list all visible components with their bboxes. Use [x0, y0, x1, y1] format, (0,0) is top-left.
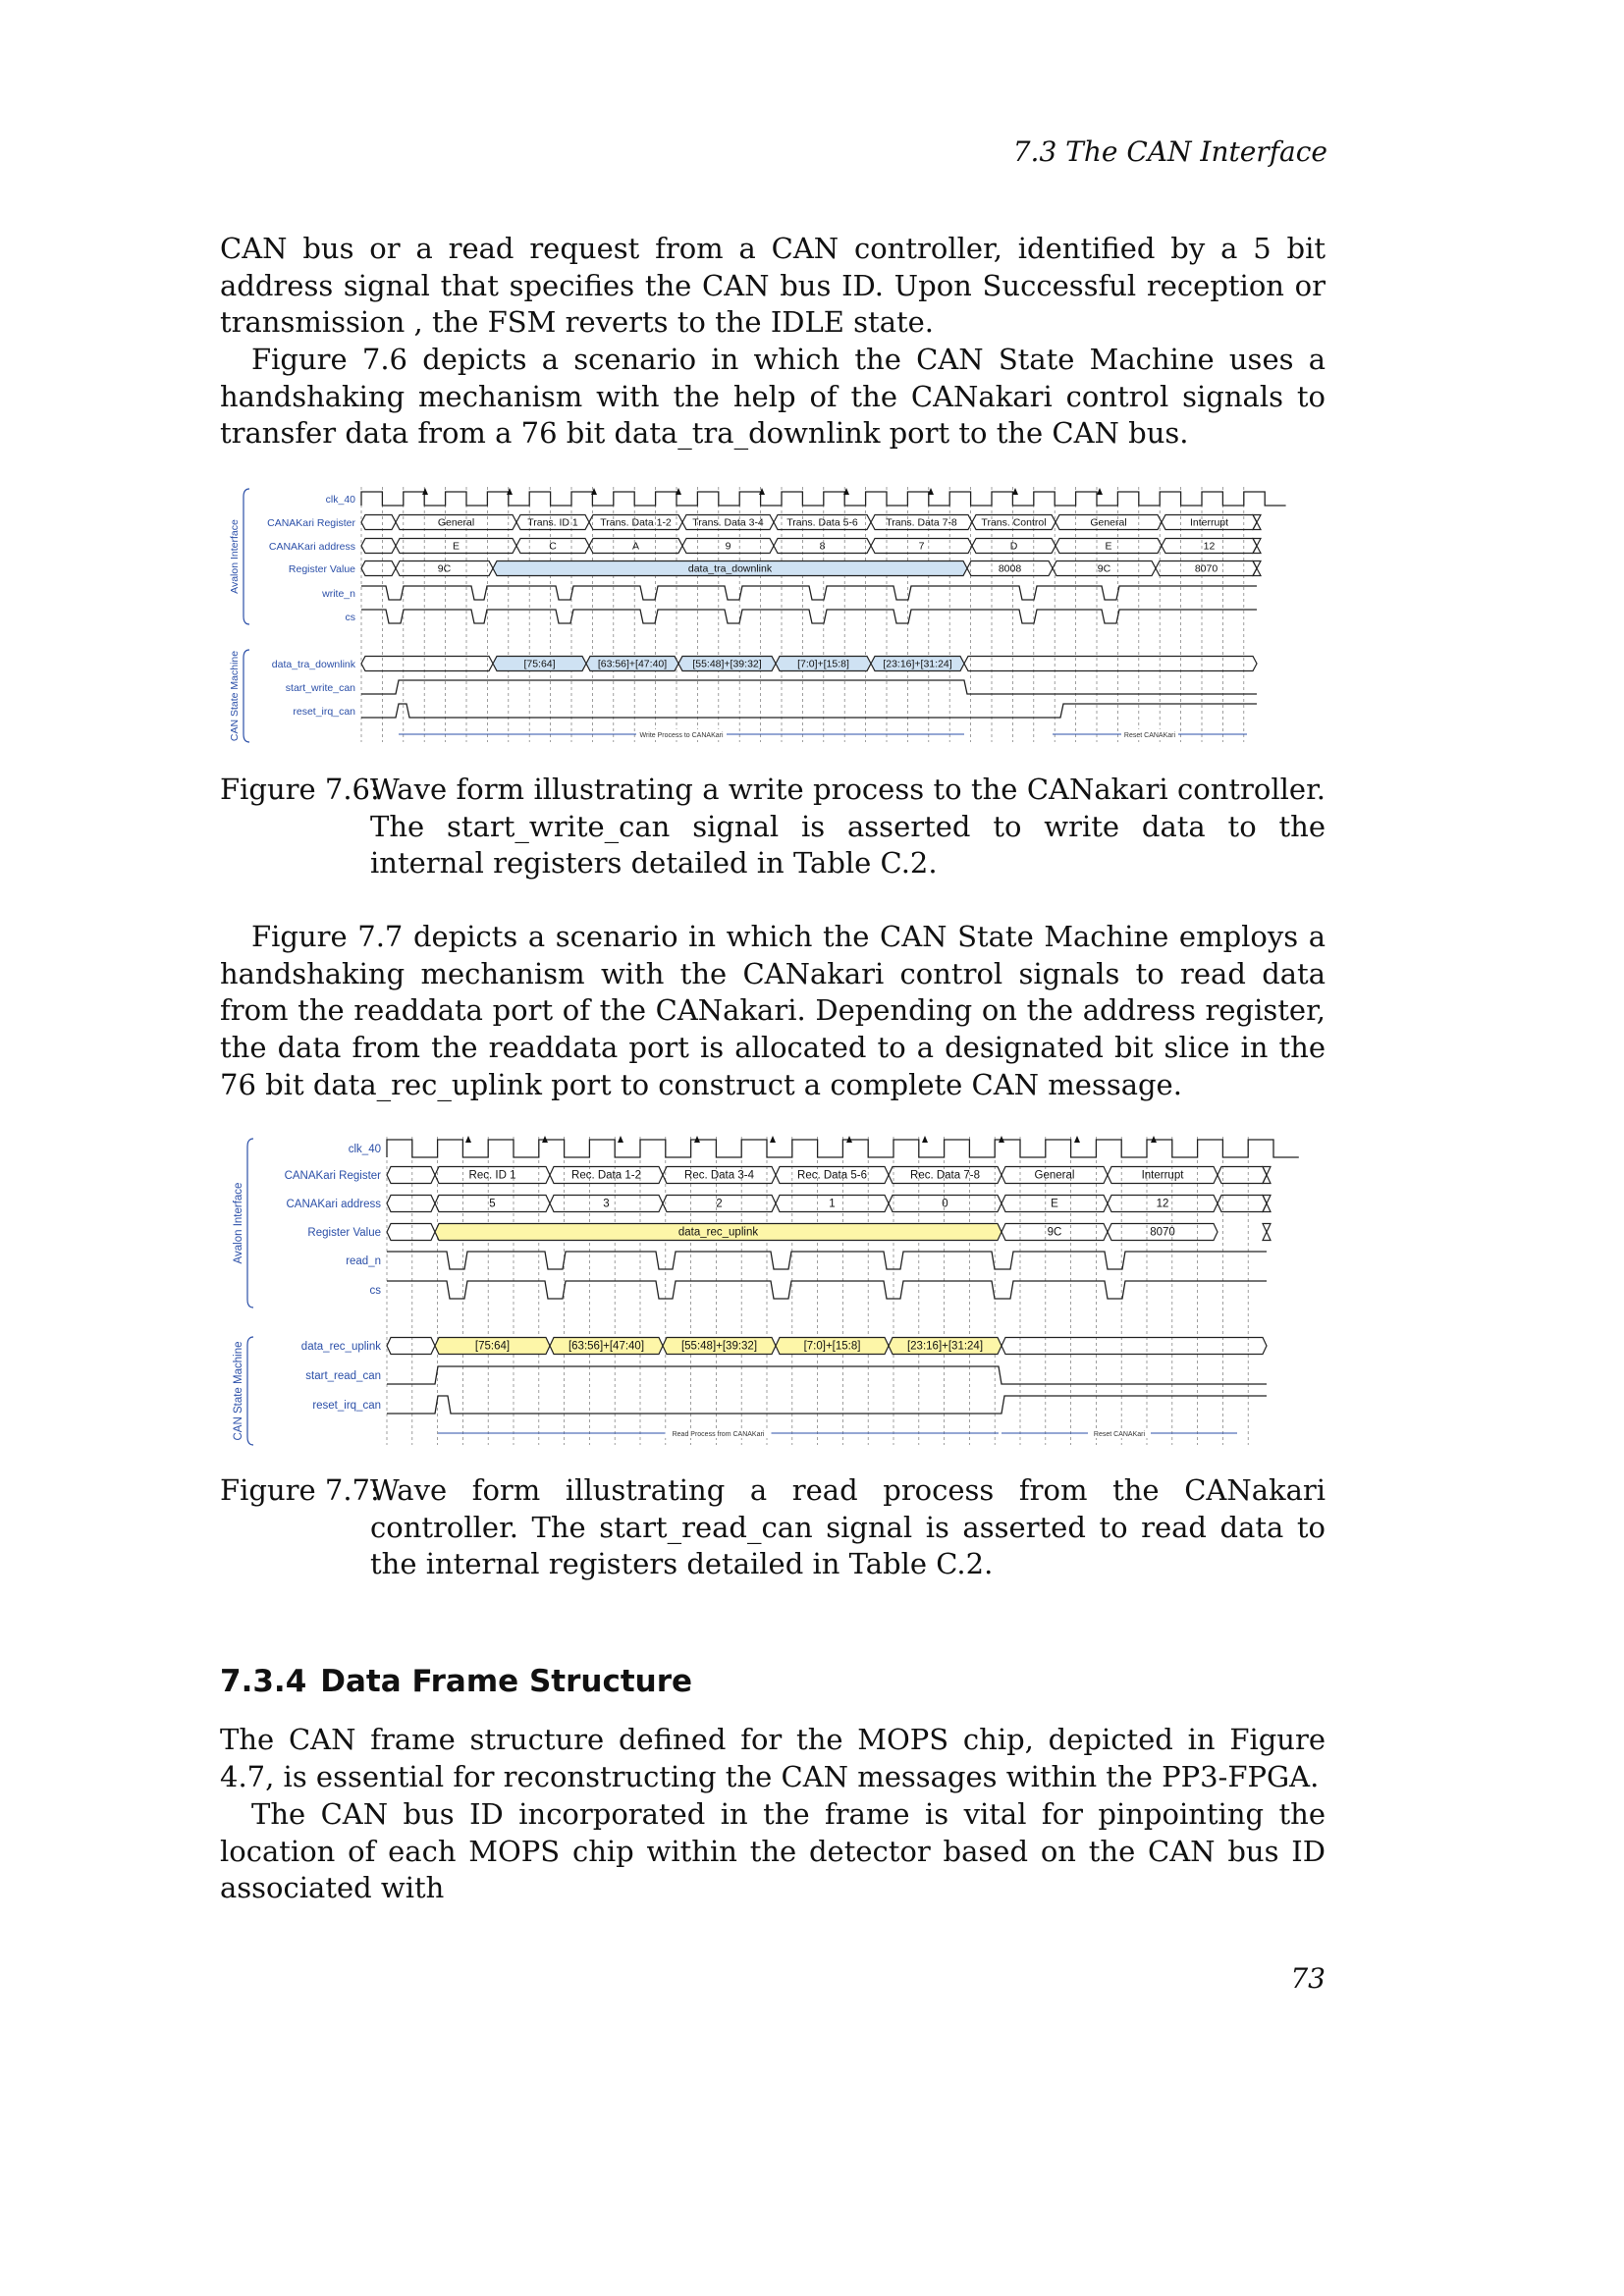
clock-waveform	[361, 492, 1286, 506]
register-name-label: Rec. Data 7-8	[910, 1169, 980, 1182]
register-name-label: Interrupt	[1141, 1169, 1184, 1182]
clock-edge-arrow	[770, 1136, 776, 1143]
figure-7-6-waveform	[216, 481, 1335, 748]
register-idle-segment	[387, 1167, 435, 1184]
running-header: 7.3 The CAN Interface	[1012, 135, 1327, 168]
address-value-label: 2	[716, 1198, 723, 1210]
rw-strobe-waveform	[387, 1252, 1267, 1269]
section-heading	[220, 1664, 706, 1699]
data-slice-label: [63:56]+[47:40]	[597, 658, 668, 670]
address-value-label: 0	[942, 1198, 948, 1210]
address-value-label: 3	[603, 1198, 610, 1210]
register-name-label: Trans. Data 3-4	[692, 516, 764, 529]
register-name-segment	[1218, 1167, 1267, 1184]
paragraph-4: The CAN frame structure defined for the MOPS chip, depicted in Figure 4.7, is essential for reconstructing the CAN messages within the PP3-FPGA.	[220, 1723, 1326, 1793]
register-name-label: General	[1090, 516, 1127, 529]
data-slice-label: [7:0]+[15:8]	[797, 658, 849, 670]
address-value-label: C	[549, 540, 557, 553]
bus-tail-segment	[1253, 561, 1261, 576]
address-value-label: 5	[489, 1198, 496, 1210]
register-value-idle-segment	[361, 561, 396, 576]
clock-edge-arrow	[922, 1136, 928, 1143]
phase-label: Reset CANAKari	[1123, 732, 1176, 739]
register-name-label: Rec. Data 1-2	[571, 1169, 641, 1182]
address-value-label: D	[1009, 540, 1018, 553]
signal-label-value: Register Value	[307, 1227, 381, 1239]
signal-label-clk: clk_40	[348, 1144, 381, 1155]
data-slice-label: [75:64]	[474, 1340, 511, 1353]
bus-tail-segment	[1263, 1224, 1271, 1241]
bus-tail-segment	[1263, 1167, 1271, 1184]
register-value-label: 8070	[1150, 1226, 1175, 1239]
register-value-label: 8070	[1194, 562, 1218, 575]
phase-label: Write Process to CANAKari	[639, 732, 724, 739]
bus-tail-segment	[1263, 1196, 1271, 1212]
register-name-label: General	[1034, 1169, 1075, 1182]
chip-select-waveform	[361, 610, 1257, 623]
bus-tail-segment	[1253, 539, 1261, 554]
data-slice-label: [63:56]+[47:40]	[568, 1340, 645, 1353]
figure-7-6-caption-label: Figure 7.6:	[220, 773, 380, 806]
paragraph-2-text: Figure 7.6 depicts a scenario in which the CAN State Machine uses a handshaking mechanism with the help of the CANakari control signals to transfer data from a 76 bit data_tra_downlink port to the CAN bus.	[220, 343, 1326, 451]
address-value-label: 9	[725, 540, 731, 553]
register-name-label: Rec. ID 1	[468, 1169, 516, 1182]
signal-label-data: data_tra_downlink	[271, 659, 355, 670]
clock-edge-arrow	[465, 1136, 471, 1143]
signal-label-value: Register Value	[288, 563, 355, 575]
signal-label-start: start_read_can	[305, 1370, 381, 1382]
signal-label-reset: reset_irq_can	[293, 706, 355, 718]
register-name-label: General	[437, 516, 475, 529]
address-value-label: 7	[918, 540, 925, 553]
figure-7-7-caption-label: Figure 7.7:	[220, 1473, 380, 1507]
figure-7-7-waveform	[216, 1131, 1335, 1450]
phase-label: Read Process from CANAKari	[672, 1431, 765, 1438]
signal-label-reset: reset_irq_can	[312, 1400, 381, 1412]
signal-label-rw: write_n	[322, 588, 355, 600]
bus-tail-segment	[1253, 515, 1261, 530]
section-number: 7.3.4	[220, 1664, 307, 1699]
start-waveform	[361, 680, 1257, 694]
page-number: 73	[1290, 1962, 1326, 1995]
data-slice-label: [55:48]+[39:32]	[680, 1340, 758, 1353]
register-value-label: 9C	[437, 562, 452, 575]
signal-label-cs: cs	[345, 612, 355, 623]
address-value-label: 1	[829, 1198, 836, 1210]
paragraph-5-text: The CAN bus ID incorporated in the frame is vital for pinpointing the location of each MOPS chip within the detector based on the CAN bus ID associated with	[220, 1797, 1326, 1905]
address-idle-segment	[387, 1196, 435, 1212]
address-value-segment	[1218, 1196, 1267, 1212]
group-bracket-fsm	[247, 1337, 253, 1445]
group-label-fsm: CAN State Machine	[229, 650, 241, 742]
register-value-idle-segment	[387, 1224, 435, 1241]
data-idle-segment	[361, 657, 493, 671]
address-idle-segment	[361, 539, 396, 554]
address-value-label: E	[1051, 1198, 1058, 1210]
register-name-label: Trans. Data 5-6	[786, 516, 858, 529]
chip-select-waveform	[387, 1281, 1267, 1299]
address-value-label: E	[452, 540, 460, 553]
data-slice-label: [75:64]	[523, 658, 556, 670]
figure-7-7-caption-text: Wave form illustrating a read process from the CANakari controller. The start_read_can signal is asserted to read data to the internal registers detailed in Table C.2.	[370, 1473, 1326, 1581]
signal-label-reg: CANAKari Register	[284, 1170, 381, 1182]
register-name-label: Rec. Data 3-4	[684, 1169, 754, 1182]
register-value-label: 8008	[998, 562, 1022, 575]
data-tail-segment	[964, 657, 1257, 671]
address-value-label: 12	[1156, 1198, 1169, 1210]
register-idle-segment	[361, 515, 396, 530]
clock-edge-arrow	[1074, 1136, 1080, 1143]
data-tail-segment	[1001, 1338, 1267, 1355]
group-label-avalon: Avalon Interface	[229, 519, 241, 594]
register-value-label: 9C	[1097, 562, 1111, 575]
clock-edge-arrow	[1097, 488, 1103, 495]
data-slice-label: [55:48]+[39:32]	[692, 658, 762, 670]
signal-label-addr: CANAKari address	[268, 541, 355, 553]
group-bracket-fsm	[244, 650, 249, 742]
start-waveform	[387, 1366, 1267, 1384]
data-slice-label: [7:0]+[15:8]	[803, 1340, 861, 1353]
register-value-label: data_tra_downlink	[687, 562, 773, 575]
section-title: Data Frame Structure	[320, 1664, 693, 1699]
register-name-label: Interrupt	[1189, 516, 1229, 529]
signal-label-rw: read_n	[346, 1255, 381, 1267]
clock-waveform	[387, 1140, 1299, 1157]
paragraph-1: CAN bus or a read request from a CAN controller, identified by a 5 bit address signal that specifies the CAN bus ID. Upon Successful reception or transmission , the FSM reverts to the IDLE state.	[220, 232, 1326, 340]
signal-label-clk: clk_40	[325, 494, 355, 506]
reset-waveform	[361, 704, 1257, 718]
paragraph-3-text: Figure 7.7 depicts a scenario in which the CAN State Machine employs a handshaking mechanism with the CANakari control signals to read data from the readdata port of the CANakari. Depending on the address register, the data from the readdata port is allocated to a designated bit slice in the 76 bit data_rec_uplink port to construct a complete CAN message.	[220, 920, 1326, 1101]
register-name-label: Trans. ID 1	[527, 516, 578, 529]
paragraph-5	[220, 1796, 1326, 1907]
phase-label: Reset CANAKari	[1093, 1431, 1146, 1438]
address-value-label: E	[1105, 540, 1112, 553]
group-bracket-avalon	[247, 1139, 253, 1308]
data-slice-label: [23:16]+[31:24]	[883, 658, 952, 670]
register-value-label: data_rec_uplink	[677, 1226, 759, 1239]
data-idle-segment	[387, 1338, 435, 1355]
rw-strobe-waveform	[361, 586, 1257, 600]
figure-7-6-caption-text: Wave form illustrating a write process to the CANakari controller. The start_write_can signal is asserted to write data to the internal registers detailed in Table C.2.	[370, 773, 1326, 881]
group-bracket-avalon	[244, 489, 249, 624]
clock-edge-arrow	[618, 1136, 623, 1143]
register-value-label: 9C	[1047, 1226, 1062, 1239]
address-value-label: 8	[819, 540, 826, 553]
signal-label-reg: CANAKari Register	[267, 517, 355, 529]
signal-label-cs: cs	[369, 1285, 381, 1297]
group-label-avalon: Avalon Interface	[233, 1182, 244, 1264]
signal-label-start: start_write_can	[285, 682, 355, 694]
paragraph-3	[220, 919, 1326, 1104]
register-name-label: Trans. Control	[981, 516, 1047, 529]
signal-label-data: data_rec_uplink	[300, 1341, 381, 1353]
paragraph-2	[220, 342, 1326, 453]
register-name-label: Trans. Data 7-8	[886, 516, 957, 529]
signal-label-addr: CANAKari address	[286, 1199, 381, 1210]
data-slice-label: [23:16]+[31:24]	[906, 1340, 984, 1353]
address-value-label: A	[631, 540, 640, 553]
register-name-label: Trans. Data 1-2	[600, 516, 672, 529]
register-name-label: Rec. Data 5-6	[797, 1169, 867, 1182]
group-label-fsm: CAN State Machine	[233, 1341, 244, 1441]
reset-waveform	[387, 1396, 1267, 1414]
address-value-label: 12	[1203, 540, 1216, 553]
